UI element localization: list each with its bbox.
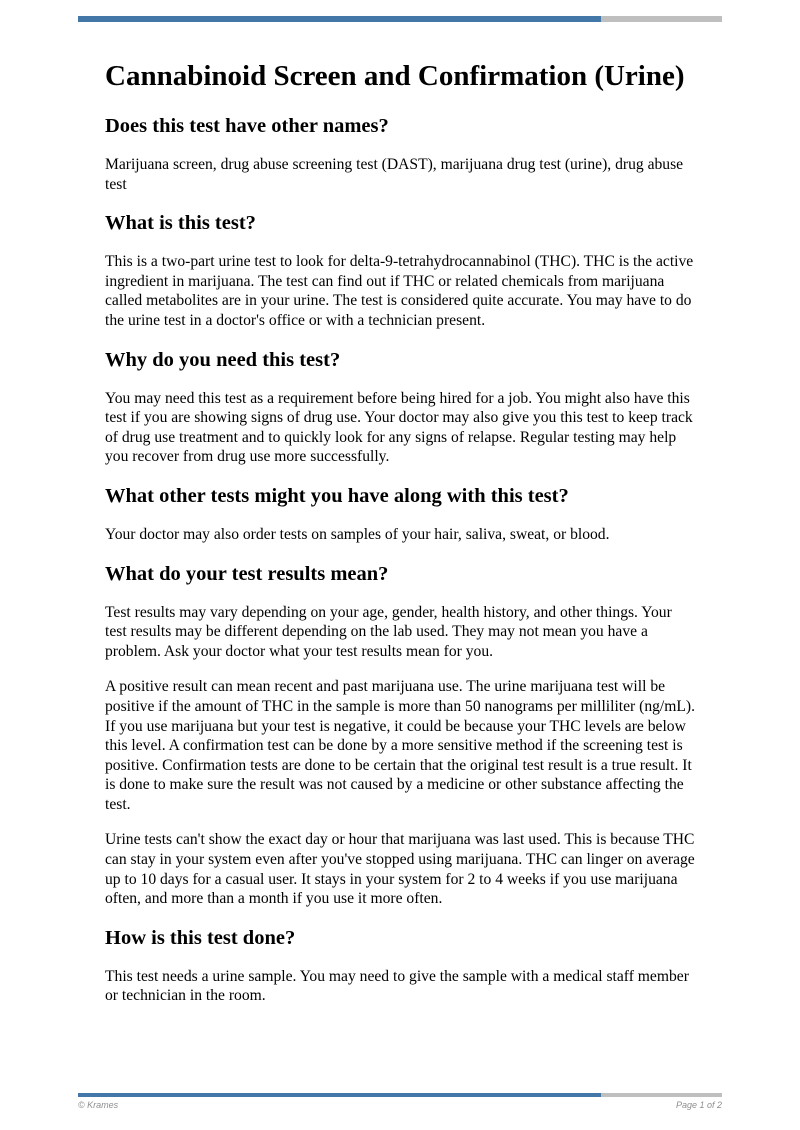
document-section — [105, 925, 695, 1006]
document-section — [105, 113, 695, 194]
section-paragraph: This test needs a urine sample. You may need to give the sample with a medical staff member or technician in the room. — [105, 967, 689, 1005]
footer — [78, 1100, 722, 1110]
section-paragraph: You may need this test as a requirement before being hired for a job. You might also have this test if you are showing signs of drug use. Your doctor may also give you this test to keep track of drug use treatment and to quickly look for any signs of relapse. Regular testing may help you recover from drug use more successfully. — [105, 389, 693, 466]
copyright-text: © Krames — [78, 1100, 119, 1110]
document-section — [105, 210, 695, 330]
section-paragraph: Test results may vary depending on your age, gender, health history, and other things. Your test results may be different depending on the lab used. They may not mean you have a problem. Ask your doctor what your test results mean for you. — [105, 603, 672, 660]
section-paragraph: A positive result can mean recent and past marijuana use. The urine marijuana test will be positive if the amount of THC in the sample is more than 50 nanograms per milliliter (ng/mL). If you use marijuana but your test is negative, it could be because your THC levels are below this level. A confirmation test can be done by a more sensitive method if the screening test is positive. Confirmation tests are done to be certain that the original test result is a true result. It is done to make sure the result was not caused by a medicine or other substance affecting the test. — [105, 678, 695, 813]
section-paragraph: This is a two-part urine test to look for delta-9-tetrahydrocannabinol (THC). THC is the active ingredient in marijuana. The test can find out if THC or related chemicals from marijuana called metabolites are in your urine. The test is considered quite accurate. You may have to do the urine test in a doctor's office or with a technician present. — [105, 253, 694, 329]
section-paragraph: Your doctor may also order tests on samples of your hair, saliva, sweat, or blood. — [105, 525, 610, 543]
footer-divider-blue-segment — [78, 1093, 601, 1097]
document-section — [105, 483, 695, 545]
section-heading: Why do you need this test? — [105, 348, 341, 371]
section-heading: What do your test results mean? — [105, 562, 389, 585]
section-heading: What is this test? — [105, 212, 256, 235]
section-heading: What other tests might you have along with this test? — [105, 484, 569, 507]
section-heading: How is this test done? — [105, 926, 296, 949]
document-section — [105, 561, 695, 909]
footer-divider-gray-segment — [601, 1093, 722, 1097]
section-paragraph: Urine tests can't show the exact day or hour that marijuana was last used. This is because THC can stay in your system even after you've stopped using marijuana. THC can linger on average up to 10 days for a casual user. It stays in your system for 2 to 4 weeks if you use marijuana often, and more than a month if you use it more often. — [105, 831, 695, 908]
section-paragraph: Marijuana screen, drug abuse screening test (DAST), marijuana drug test (urine), drug abuse test — [105, 156, 684, 193]
document-body — [105, 22, 695, 1006]
page-title: Cannabinoid Screen and Confirmation (Urine) — [105, 60, 685, 92]
page-number: Page 1 of 2 — [675, 1100, 722, 1110]
sections — [105, 113, 695, 1006]
section-heading: Does this test have other names? — [105, 115, 389, 137]
footer-divider-bar — [78, 1093, 722, 1097]
document-section — [105, 347, 695, 467]
